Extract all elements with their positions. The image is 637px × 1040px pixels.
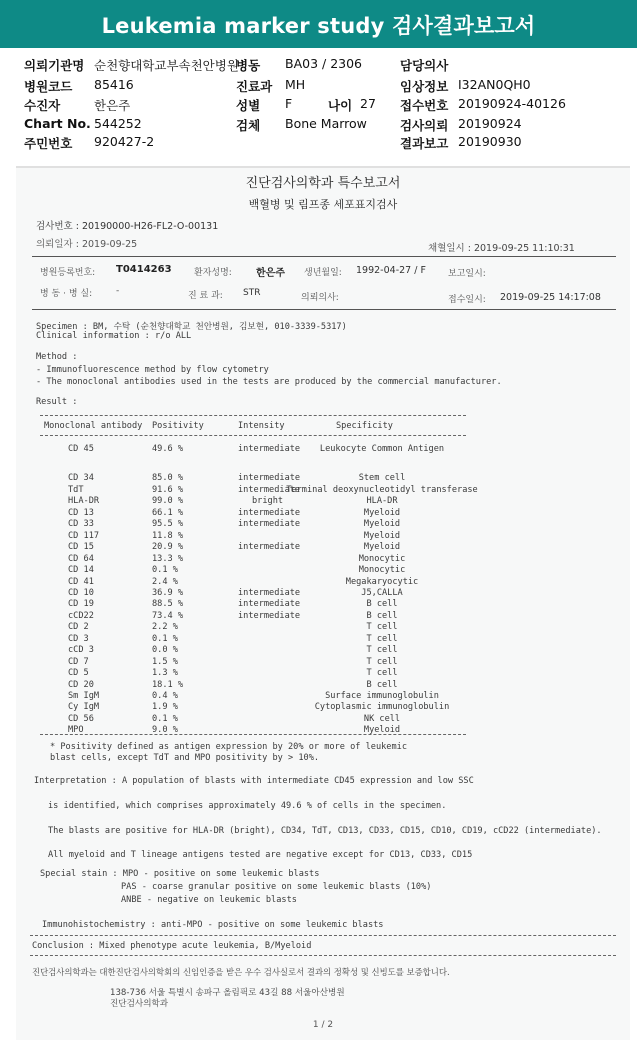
specimen-line: Specimen : BM, 수탁 (순천향대학교 천안병원, 김보현, 010-3339-5317) <box>36 322 347 332</box>
scan-title: 진단검사의학과 특수보고서 <box>245 176 401 191</box>
intensity-cell: intermediate <box>238 444 301 454</box>
positivity-cell: 13.3 % <box>152 553 184 564</box>
table-row <box>16 657 630 669</box>
table-row <box>16 554 630 566</box>
ward-label: 병 동 · 병 실: <box>40 289 93 299</box>
address: 138-736 서울 특별시 송파구 올림픽로 43길 88 서울아산병원 <box>110 988 345 998</box>
table-row <box>16 702 630 714</box>
ward-value: BA03 / 2306 <box>285 56 363 71</box>
specificity-cell: Monocytic <box>358 553 406 564</box>
antibody-cell: CD 20 <box>68 679 94 690</box>
specificity-cell: J5,CALLA <box>361 587 403 598</box>
sex-label: 성별 <box>236 98 261 113</box>
specificity-cell: T cell <box>366 668 398 679</box>
interpretation-line-1: Interpretation : A population of blasts with intermediate CD45 expression and low SSC <box>34 776 474 786</box>
positivity-cell: 1.3 % <box>152 668 178 679</box>
table-row <box>16 668 630 680</box>
note-line-1: * Positivity defined as antigen expression by 20% or more of leukemic <box>50 742 407 752</box>
positivity-cell: 1.9 % <box>152 702 178 713</box>
specificity-cell: Myeloid <box>363 542 401 553</box>
antibody-cell: CD 19 <box>68 599 94 610</box>
hospital-code-label: 병원코드 <box>24 79 73 94</box>
table-row <box>16 725 630 737</box>
rrn-value: 920427-2 <box>94 134 155 149</box>
institution-value: 순천향대학교부속천안병원 <box>94 58 239 73</box>
table-row <box>16 565 630 577</box>
intensity-cell: intermediate <box>238 610 301 621</box>
specificity-cell: T cell <box>366 656 398 667</box>
antibody-cell: TdT <box>68 484 84 495</box>
specificity-cell: Monocytic <box>358 565 406 576</box>
divider <box>40 435 466 436</box>
ward-label: 병동 <box>236 58 261 73</box>
specificity-cell: Stem cell <box>358 473 406 484</box>
positivity-cell: 91.6 % <box>152 484 184 495</box>
antibody-cell: CD 117 <box>68 530 100 541</box>
positivity-cell: 11.8 % <box>152 530 184 541</box>
antibody-cell: CD 41 <box>68 576 94 587</box>
table-row <box>16 444 630 456</box>
positivity-cell: 0.4 % <box>152 691 178 701</box>
table-row <box>16 634 630 646</box>
intensity-cell: intermediate <box>238 542 301 553</box>
divider <box>30 935 616 936</box>
positivity-cell: 1.5 % <box>152 656 178 667</box>
antibody-cell: CD 3 <box>68 633 89 644</box>
examinee-label: 수진자 <box>24 98 61 113</box>
specificity-cell: Myeloid <box>363 507 401 518</box>
dept-label: 진료과 <box>236 79 273 94</box>
intensity-cell: bright <box>252 496 284 507</box>
antibody-cell: CD 13 <box>68 507 94 518</box>
result-title: Result : <box>36 397 78 407</box>
sampling-date: 채혈일시 : 2019-09-25 11:10:31 <box>428 243 575 254</box>
conclusion-line: Conclusion : Mixed phenotype acute leukemia, B/Myeloid <box>32 941 312 951</box>
table-row <box>16 588 630 600</box>
col-positivity: Positivity <box>152 421 204 431</box>
antibody-cell: MPO <box>68 725 84 736</box>
table-row <box>16 519 630 531</box>
table-row <box>16 577 630 589</box>
specificity-cell: Terminal deoxynucleotidyl transferase <box>286 484 478 495</box>
age-value: 27 <box>360 96 376 111</box>
table-row <box>16 691 630 703</box>
method-line-2: - The monoclonal antibodies used in the tests are produced by the commercial manufacturer. <box>36 377 502 387</box>
request-date: 의뢰일자 : 2019-09-25 <box>36 239 138 250</box>
clinical-value: I32AN0QH0 <box>458 77 531 92</box>
report-banner <box>0 0 637 48</box>
intensity-cell: intermediate <box>238 599 301 610</box>
reg-no-value: T0414263 <box>116 264 172 275</box>
antibody-cell: CD 34 <box>68 473 94 484</box>
col-antibody: Monoclonal antibody <box>44 421 143 431</box>
positivity-cell: 66.1 % <box>152 507 184 518</box>
ward-value: - <box>116 286 120 296</box>
specificity-cell: Myeloid <box>363 725 401 736</box>
page-number: 1 / 2 <box>312 1020 334 1030</box>
examinee-value: 한은주 <box>94 98 131 113</box>
reg-no-label: 병원등록번호: <box>40 268 96 278</box>
certification-text: 진단검사의학과는 대한진단검사의학회의 신임인증을 받은 우수 검사실로서 결과의 정확성 및 신빙도를 보증합니다. <box>32 967 450 977</box>
method-title: Method : <box>36 352 78 362</box>
antibody-cell: CD 15 <box>68 542 94 553</box>
col-specificity: Specificity <box>336 421 393 431</box>
positivity-cell: 9.0 % <box>152 725 178 736</box>
specificity-cell: Surface immunoglobulin <box>325 691 439 701</box>
table-row <box>16 622 630 634</box>
positivity-cell: 18.1 % <box>152 679 184 690</box>
divider <box>40 415 466 416</box>
divider <box>30 955 616 956</box>
dept-label: 진 료 과: <box>188 291 223 301</box>
specificity-cell: Cytoplasmic immunoglobulin <box>314 702 450 713</box>
specificity-cell: NK cell <box>363 713 401 724</box>
department-name: 진단검사의학과 <box>110 999 169 1009</box>
special-stain-line-3: ANBE - negative on leukemic blasts <box>121 895 297 905</box>
table-row <box>16 508 630 520</box>
intensity-cell: intermediate <box>238 507 301 518</box>
interpretation-line-3: The blasts are positive for HLA-DR (bright), CD34, TdT, CD13, CD33, CD15, CD10, CD19, cCD22 (intermediate). <box>48 826 602 836</box>
report-date-value: 20190930 <box>458 134 522 149</box>
positivity-cell: 85.0 % <box>152 473 184 484</box>
doctor-label: 의뢰의사: <box>301 293 339 303</box>
positivity-cell: 0.1 % <box>152 713 178 724</box>
specificity-cell: B cell <box>366 599 398 610</box>
receipt-label: 접수번호 <box>400 98 449 113</box>
scanned-report <box>16 166 630 1040</box>
antibody-cell: HLA-DR <box>68 496 100 507</box>
antibody-cell: CD 64 <box>68 553 94 564</box>
patient-name-value: 한은주 <box>256 268 285 279</box>
interpretation-line-2: is identified, which comprises approximately 49.6 % of cells in the specimen. <box>48 801 447 811</box>
report-date-label: 결과보고 <box>400 136 449 151</box>
birth-value: 1992-04-27 / F <box>356 265 426 276</box>
chart-label: Chart No. <box>24 116 91 131</box>
table-row <box>16 531 630 543</box>
positivity-cell: 0.1 % <box>152 565 178 576</box>
specificity-cell: Myeloid <box>363 530 401 541</box>
positivity-cell: 88.5 % <box>152 599 184 610</box>
positivity-cell: 20.9 % <box>152 542 184 553</box>
sex-value: F <box>285 96 293 111</box>
divider <box>32 309 616 310</box>
report-title: Leukemia marker study 검사결과보고서 <box>101 14 536 38</box>
positivity-cell: 36.9 % <box>152 587 184 598</box>
birth-label: 생년월일: <box>304 268 342 278</box>
ihc-line: Immunohistochemistry : anti-MPO - positive on some leukemic blasts <box>42 920 384 930</box>
clinical-line: Clinical information : r/o ALL <box>36 331 192 341</box>
positivity-cell: 2.4 % <box>152 576 178 587</box>
table-row <box>16 542 630 554</box>
institution-label: 의뢰기관명 <box>24 58 85 73</box>
antibody-cell: CD 33 <box>68 519 94 530</box>
positivity-cell: 2.2 % <box>152 622 178 633</box>
specificity-cell: T cell <box>366 645 398 656</box>
antibody-cell: CD 7 <box>68 656 89 667</box>
table-row <box>16 473 630 485</box>
chart-value: 544252 <box>94 116 142 131</box>
specificity-cell: Myeloid <box>363 519 401 530</box>
specificity-cell: Megakaryocytic <box>345 576 419 587</box>
antibody-cell: CD 10 <box>68 587 94 598</box>
intensity-cell: intermediate <box>238 587 301 598</box>
table-row <box>16 680 630 692</box>
antibody-cell: Sm IgM <box>68 691 100 701</box>
intensity-cell: intermediate <box>238 484 301 495</box>
age-label: 나이 <box>328 98 353 113</box>
test-number: 검사번호 : 20190000-H26-FL2-O-00131 <box>36 221 219 232</box>
interpretation-line-4: All myeloid and T lineage antigens tested are negative except for CD13, CD33, CD15 <box>48 850 473 860</box>
specificity-cell: B cell <box>366 610 398 621</box>
hospital-code-value: 85416 <box>94 77 134 92</box>
doctor-label: 담당의사 <box>400 58 449 73</box>
antibody-cell: CD 56 <box>68 713 94 724</box>
intensity-cell: intermediate <box>238 473 301 484</box>
positivity-cell: 73.4 % <box>152 610 184 621</box>
specificity-cell: Leukocyte Common Antigen <box>319 444 445 454</box>
rrn-label: 주민번호 <box>24 136 73 151</box>
request-date-label: 검사의뢰 <box>400 118 449 133</box>
table-row <box>16 645 630 657</box>
antibody-cell: cCD22 <box>68 610 94 621</box>
receipt-label: 접수일시: <box>448 295 486 305</box>
table-row <box>16 611 630 623</box>
antibody-cell: CD 2 <box>68 622 89 633</box>
scan-subtitle: 백혈병 및 림프종 세포표지검사 <box>248 198 398 211</box>
table-row <box>16 599 630 611</box>
dept-value: STR <box>243 288 261 298</box>
antibody-cell: CD 5 <box>68 668 89 679</box>
antibody-cell: CD 45 <box>68 444 94 454</box>
specimen-value: Bone Marrow <box>285 116 367 131</box>
divider <box>40 734 466 735</box>
specimen-label: 검체 <box>236 118 261 133</box>
table-row <box>16 714 630 726</box>
specificity-cell: T cell <box>366 633 398 644</box>
table-row <box>16 485 630 497</box>
positivity-cell: 95.5 % <box>152 519 184 530</box>
special-stain-line-1: Special stain : MPO - positive on some leukemic blasts <box>40 869 320 879</box>
positivity-cell: 0.1 % <box>152 633 178 644</box>
positivity-cell: 0.0 % <box>152 645 178 656</box>
receipt-value: 2019-09-25 14:17:08 <box>500 292 601 303</box>
note-line-2: blast cells, except TdT and MPO positivity by > 10%. <box>50 753 320 763</box>
intensity-cell: intermediate <box>238 519 301 530</box>
request-date-value: 20190924 <box>458 116 522 131</box>
report-date-label: 보고일시: <box>448 269 486 279</box>
specificity-cell: B cell <box>366 679 398 690</box>
specificity-cell: T cell <box>366 622 398 633</box>
specificity-cell: HLA-DR <box>366 496 398 507</box>
table-row <box>16 496 630 508</box>
receipt-value: 20190924-40126 <box>458 96 566 111</box>
positivity-cell: 99.0 % <box>152 496 184 507</box>
patient-name-label: 환자성명: <box>194 268 232 278</box>
special-stain-line-2: PAS - coarse granular positive on some leukemic blasts (10%) <box>121 882 432 892</box>
dept-value: MH <box>285 77 306 92</box>
clinical-label: 임상정보 <box>400 79 449 94</box>
antibody-cell: CD 14 <box>68 565 94 576</box>
method-line-1: - Immunofluorescence method by flow cytometry <box>36 365 269 375</box>
positivity-cell: 49.6 % <box>152 444 184 454</box>
antibody-cell: cCD 3 <box>68 645 94 656</box>
divider <box>32 256 616 257</box>
antibody-cell: Cy IgM <box>68 702 100 713</box>
col-intensity: Intensity <box>238 421 285 431</box>
